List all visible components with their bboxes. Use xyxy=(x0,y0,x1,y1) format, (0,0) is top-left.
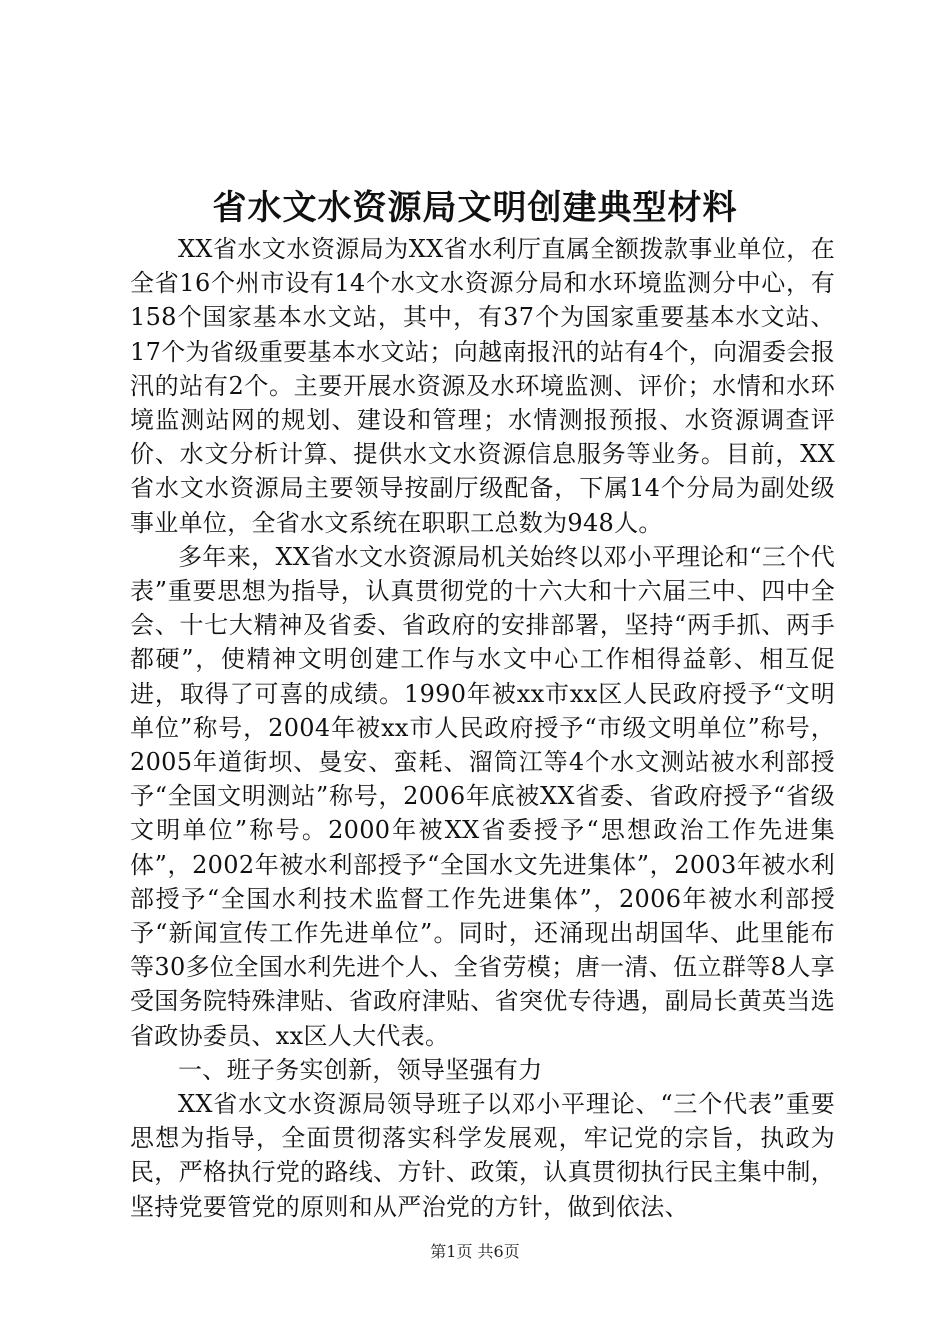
document-title: 省水文水资源局文明创建典型材料 xyxy=(212,188,738,228)
page-number-footer: 第1页 共6页 xyxy=(430,1242,520,1261)
paragraph-achievements: 多年来，XX省水文水资源局机关始终以邓小平理论和“三个代表”重要思想为指导，认真贯彻党的十六大和十六届三中、四中全会、十七大精神及省委、省政府的安排部署，坚持“两手抓、两手都硬”，使精神文明创建工作与水文中心工作相得益彰、相互促进，取得了可喜的成绩。1990年被xx市xx区人民政府授予“文明单位”称号，2004年被xx市人民政府授予“市级文明单位”称号，2005年道街坝、曼安、蛮耗、溜筒江等4个水文测站被水利部授予“全国文明测站”称号，2006年底被XX省委、省政府授予“省级文明单位”称号。2000年被XX省委授予“思想政治工作先进集体”，2002年被水利部授予“全国水文先进集体”，2003年被水利部授予“全国水利技术监督工作先进集体”，2006年被水利部授予“新闻宣传工作先进单位”。同时，还涌现出胡国华、此里能布等30多位全国水利先进个人、全省劳模；唐一清、伍立群等8人享受国务院特殊津贴、省政府津贴、省突优专待遇，副局长黄英当选省政协委员、xx区人大代表。 xyxy=(130,542,835,1050)
paragraph-leadership: XX省水文水资源局领导班子以邓小平理论、“三个代表”重要思想为指导，全面贯彻落实科学发展观，牢记党的宗旨，执政为民，严格执行党的路线、方针、政策，认真贯彻执行民主集中制，坚持党要管党的原则和从严治党的方针，做到依法、 xyxy=(130,1090,835,1221)
section-heading: 一、班子务实创新，领导坚强有力 xyxy=(178,1055,543,1084)
document-body xyxy=(130,232,835,1224)
paragraph-intro: XX省水文水资源局为XX省水利厅直属全额拨款事业单位，在全省16个州市设有14个水文水资源分局和水环境监测分中心，有158个国家基本水文站，其中，有37个为国家重要基本水文站、17个为省级重要基本水文站；向越南报汛的站有4个，向湄委会报汛的站有2个。主要开展水资源及水环境监测、评价；水情和水环境监测站网的规划、建设和管理；水情测报预报、水资源调查评价、水文分析计算、提供水文水资源信息服务等业务。目前，XX省水文水资源局主要领导按副厅级配备，下属14个分局为副处级事业单位，全省水文系统在职职工总数为948人。 xyxy=(130,235,835,537)
